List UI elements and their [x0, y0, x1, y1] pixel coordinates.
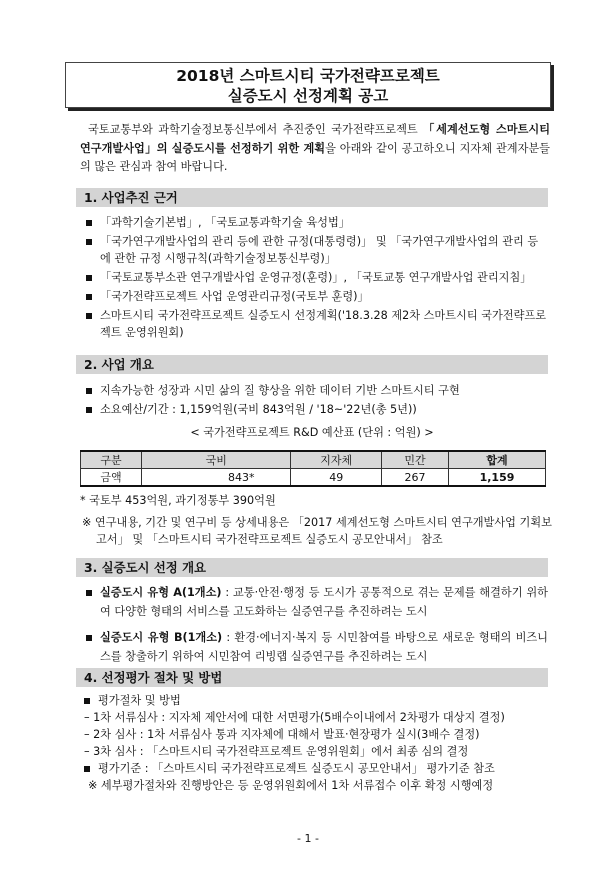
intro-suffix: 을 아래와 같이 공고하오니 지자체 관계자분들의 많은 관심과 참여 바랍니다. — [80, 141, 550, 173]
list-item — [86, 382, 548, 399]
document-title-line1: 2018년 스마트시티 국가전략프로젝트 — [176, 67, 440, 85]
list-item-title: 실증도시 유형 A(1개소) — [100, 586, 222, 599]
section-header-3: 3. 실증도시 선정 개요 — [76, 558, 548, 577]
bullet-square-icon — [86, 313, 92, 319]
list-item-text: 지속가능한 성장과 시민 삶의 질 향상을 위한 데이터 기반 스마트시티 구현 — [100, 384, 460, 397]
list-item — [86, 307, 548, 341]
list-item-text: : 교통·안전·행정 등 도시가 공통적으로 겪는 문제를 해결하기 위하여 다양한 형태의 서비스를 고도화하는 실증연구를 추진하려는 도시 — [100, 586, 548, 618]
table-header-cell: 구분 — [81, 451, 142, 469]
list-item-title: 실증도시 유형 B(1개소) — [100, 631, 223, 644]
table-cell: 49 — [291, 469, 382, 487]
list-item — [86, 401, 548, 418]
list-item — [86, 214, 548, 231]
list-item — [86, 269, 548, 286]
procedure-step-text: 2차 심사 : 1차 서류심사 통과 지자체에 대해서 발표·현장평가 실시(3배수 결정) — [93, 728, 480, 741]
procedure-step: – 2차 심사 : 1차 서류심사 통과 지자체에 대해서 발표·현장평가 실시(3배수 결정) — [84, 728, 480, 741]
table-cell: 267 — [381, 469, 448, 487]
bullet-square-icon — [86, 590, 92, 596]
table-cell: 1,159 — [449, 469, 546, 487]
budget-table — [80, 450, 546, 487]
intro-bold: 「세계선도형 스마트시티 연구개발사업」의 실증도시를 선정하기 위한 계획 — [80, 123, 550, 155]
section-header-1: 1. 사업추진 근거 — [76, 188, 548, 207]
section-1-list — [86, 214, 548, 341]
list-item-text: 「국토교통부소관 연구개발사업 운영규정(훈령)」, 「국토교통 연구개발사업 관리지침」 — [100, 271, 532, 284]
table-header-cell: 국비 — [142, 451, 291, 469]
list-item-text: 「국가연구개발사업의 관리 등에 관한 규정(대통령령)」 및 「국가연구개발사업의 관리 등에 관한 규정 시행규칙(과학기술정보통신부령)」 — [100, 235, 539, 265]
section-header-2: 2. 사업 개요 — [76, 355, 548, 374]
section-2-list — [86, 382, 548, 418]
bullet-square-icon — [86, 388, 92, 394]
evaluation-note: ※ 세부평가절차와 진행방안은 등 운영위원회에서 1차 서류접수 이후 확정 시행예정 — [88, 779, 494, 792]
budget-caption: < 국가전략프로젝트 R&D 예산표 (단위 : 억원) > — [190, 426, 434, 439]
bullet-square-icon — [86, 275, 92, 281]
bullet-square-icon — [84, 698, 90, 704]
list-item — [86, 233, 548, 267]
budget-footnote: * 국토부 453억원, 과기정통부 390억원 — [80, 494, 276, 507]
table-header-cell: 지자체 — [291, 451, 382, 469]
intro-prefix: 국토교통부와 과학기술정보통신부에서 추진중인 국가전략프로젝트 — [88, 123, 424, 136]
bullet-square-icon — [86, 407, 92, 413]
table-header-cell: 민간 — [381, 451, 448, 469]
list-item-text: 「과학기술기본법」, 「국토교통과학기술 육성법」 — [100, 216, 350, 229]
section-4-list — [84, 692, 546, 794]
bullet-square-icon — [84, 766, 90, 772]
page-number: - 1 - — [297, 832, 319, 845]
procedure-step: – 3차 심사 : 「스마트시티 국가전략프로젝트 운영위원회」에서 최종 심의 결정 — [84, 745, 469, 758]
list-item — [84, 692, 546, 709]
table-header-row — [81, 451, 546, 469]
list-item-text: 스마트시티 국가전략프로젝트 실증도시 선정계획('18.3.28 제2차 스마트시티 국가전략프로젝트 운영위원회) — [100, 309, 547, 339]
table-cell: 843* — [142, 469, 291, 487]
section-header-4: 4. 선정평가 절차 및 방법 — [76, 668, 548, 687]
bullet-square-icon — [86, 239, 92, 245]
procedure-step-text: 1차 서류심사 : 지자체 제안서에 대한 서면평가(5배수이내에서 2차평가 대상지 결정) — [93, 711, 505, 724]
list-item — [84, 760, 546, 777]
bullet-square-icon — [86, 635, 92, 641]
section-3-list — [86, 584, 548, 666]
table-row — [81, 469, 546, 487]
list-item — [86, 288, 548, 305]
list-item — [86, 584, 548, 621]
table-header-cell: 합계 — [449, 451, 546, 469]
document-title-box — [65, 62, 551, 108]
document-title-line2: 실증도시 선정계획 공고 — [227, 87, 389, 105]
procedure-step: – 1차 서류심사 : 지자체 제안서에 대한 서면평가(5배수이내에서 2차평가 대상지 결정) — [84, 711, 505, 724]
list-item-text: 「국가전략프로젝트 사업 운영관리규정(국토부 훈령)」 — [100, 290, 369, 303]
list-item-text: 평가기준 : 「스마트시티 국가전략프로젝트 실증도시 공모안내서」 평가기준 참조 — [98, 762, 495, 775]
list-item-text: 소요예산/기간 : 1,159억원(국비 843억원 / '18~'22년(총 5년)) — [100, 403, 417, 416]
table-row-label: 금액 — [81, 469, 142, 487]
bullet-square-icon — [86, 220, 92, 226]
list-item-text: 평가절차 및 방법 — [98, 694, 181, 707]
reference-note: ※ 연구내용, 기간 및 연구비 등 상세내용은 「2017 세계선도형 스마트시티 연구개발사업 기획보고서」 및 「스마트시티 국가전략프로젝트 실증도시 공모안내서」 참조 — [82, 516, 552, 546]
procedure-step-text: 3차 심사 : 「스마트시티 국가전략프로젝트 운영위원회」에서 최종 심의 결정 — [93, 745, 469, 758]
bullet-square-icon — [86, 294, 92, 300]
list-item-text: : 환경·에너지·복지 등 시민참여를 바탕으로 새로운 형태의 비즈니스를 창출하기 위하여 시민참여 리빙랩 실증연구를 추진하려는 도시 — [100, 631, 548, 663]
intro-paragraph — [80, 121, 550, 177]
list-item — [86, 629, 548, 666]
